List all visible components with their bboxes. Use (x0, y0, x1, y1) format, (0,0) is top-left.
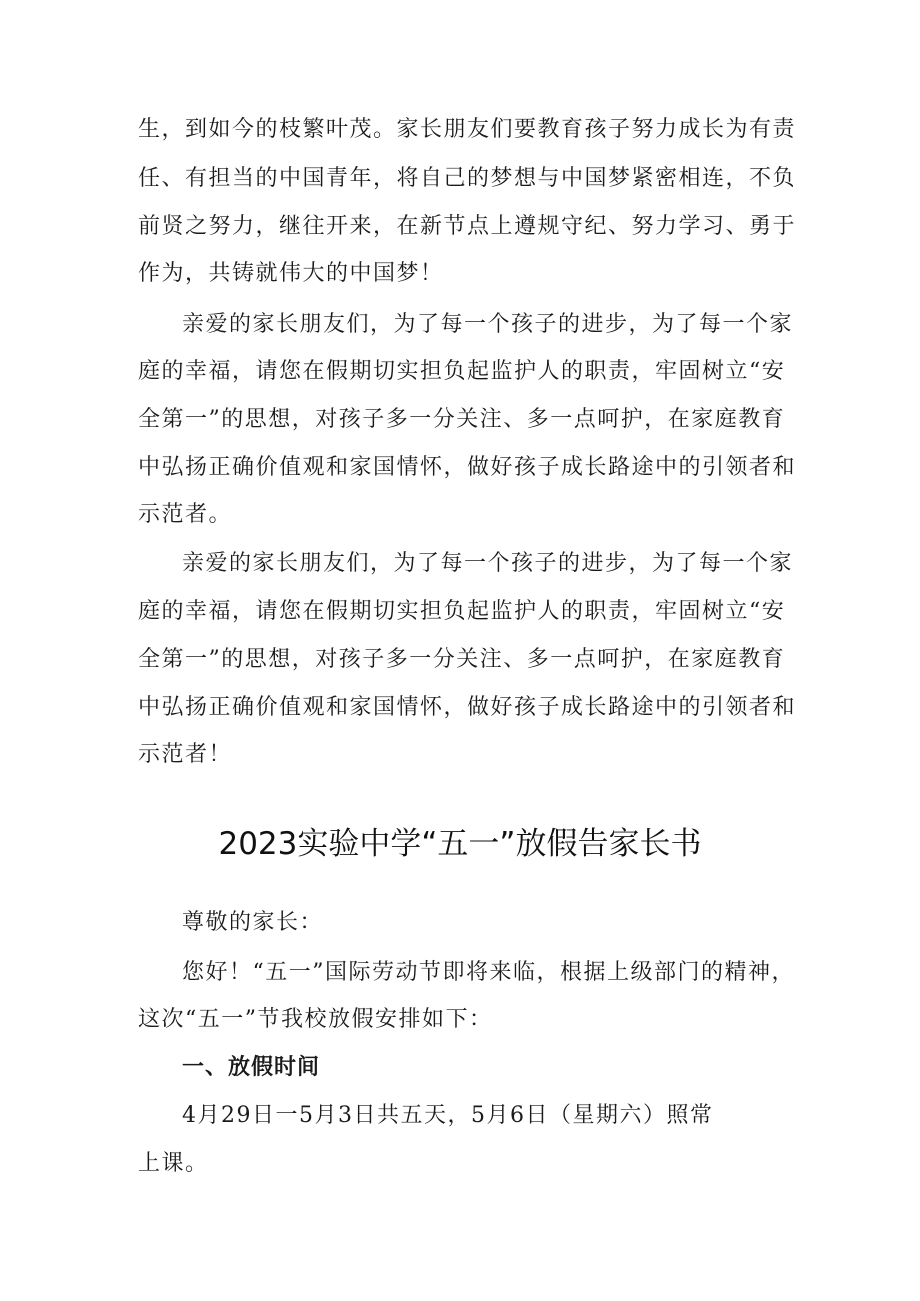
paragraph-a-line-3: 全第一”的思想，对孩子多一分关注、多一点呵护，在家庭教育 (138, 407, 786, 432)
section1-line-1: 4月29日一5月3日共五天，5月6日（星期六）照常 (182, 1103, 714, 1128)
paragraph-a-line-4: 中弘扬正确价值观和家国情怀，做好孩子成长路途中的引领者和 (138, 455, 797, 480)
paragraph-a-line-2: 庭的幸福，请您在假期切实担负起监护人的职责，牢固树立“安 (138, 359, 786, 384)
paragraph-b-line-3: 全第一”的思想，对孩子多一分关注、多一点呵护，在家庭教育 (138, 647, 786, 672)
continuation-line-1: 生，到如今的枝繁叶茂。家长朋友们要教育孩子努力成长为有责 (138, 117, 797, 142)
intro-line-2: 这次“五一”节我校放假安排如下： (138, 1007, 493, 1032)
salutation: 尊敬的家长： (182, 910, 324, 935)
section-heading-holiday-time: 一、放假时间 (182, 1055, 321, 1080)
paragraph-a-line-5: 示范者。 (138, 502, 233, 527)
paragraph-b-line-1: 亲爱的家长朋友们，为了每一个孩子的进步，为了每一个家 (182, 551, 794, 576)
continuation-line-4: 作为，共铸就伟大的中国梦！ (138, 261, 444, 286)
paragraph-b-line-4: 中弘扬正确价值观和家国情怀，做好孩子成长路途中的引领者和 (138, 695, 797, 720)
letter-title: 2023实验中学“五一”放假告家长书 (218, 826, 702, 862)
intro-line-1: 您好！“五一”国际劳动节即将来临，根据上级部门的精神， (182, 960, 795, 985)
continuation-line-3: 前贤之努力，继往开来，在新节点上遵规守纪、努力学习、勇于 (138, 214, 797, 239)
paragraph-b-line-5: 示范者！ (138, 742, 233, 767)
paragraph-a-line-1: 亲爱的家长朋友们，为了每一个孩子的进步，为了每一个家 (182, 312, 794, 337)
paragraph-b-line-2: 庭的幸福，请您在假期切实担负起监护人的职责，牢固树立“安 (138, 599, 786, 624)
continuation-line-2: 任、有担当的中国青年，将自己的梦想与中国梦紧密相连，不负 (138, 166, 797, 191)
section1-line-2: 上课。 (138, 1151, 209, 1176)
